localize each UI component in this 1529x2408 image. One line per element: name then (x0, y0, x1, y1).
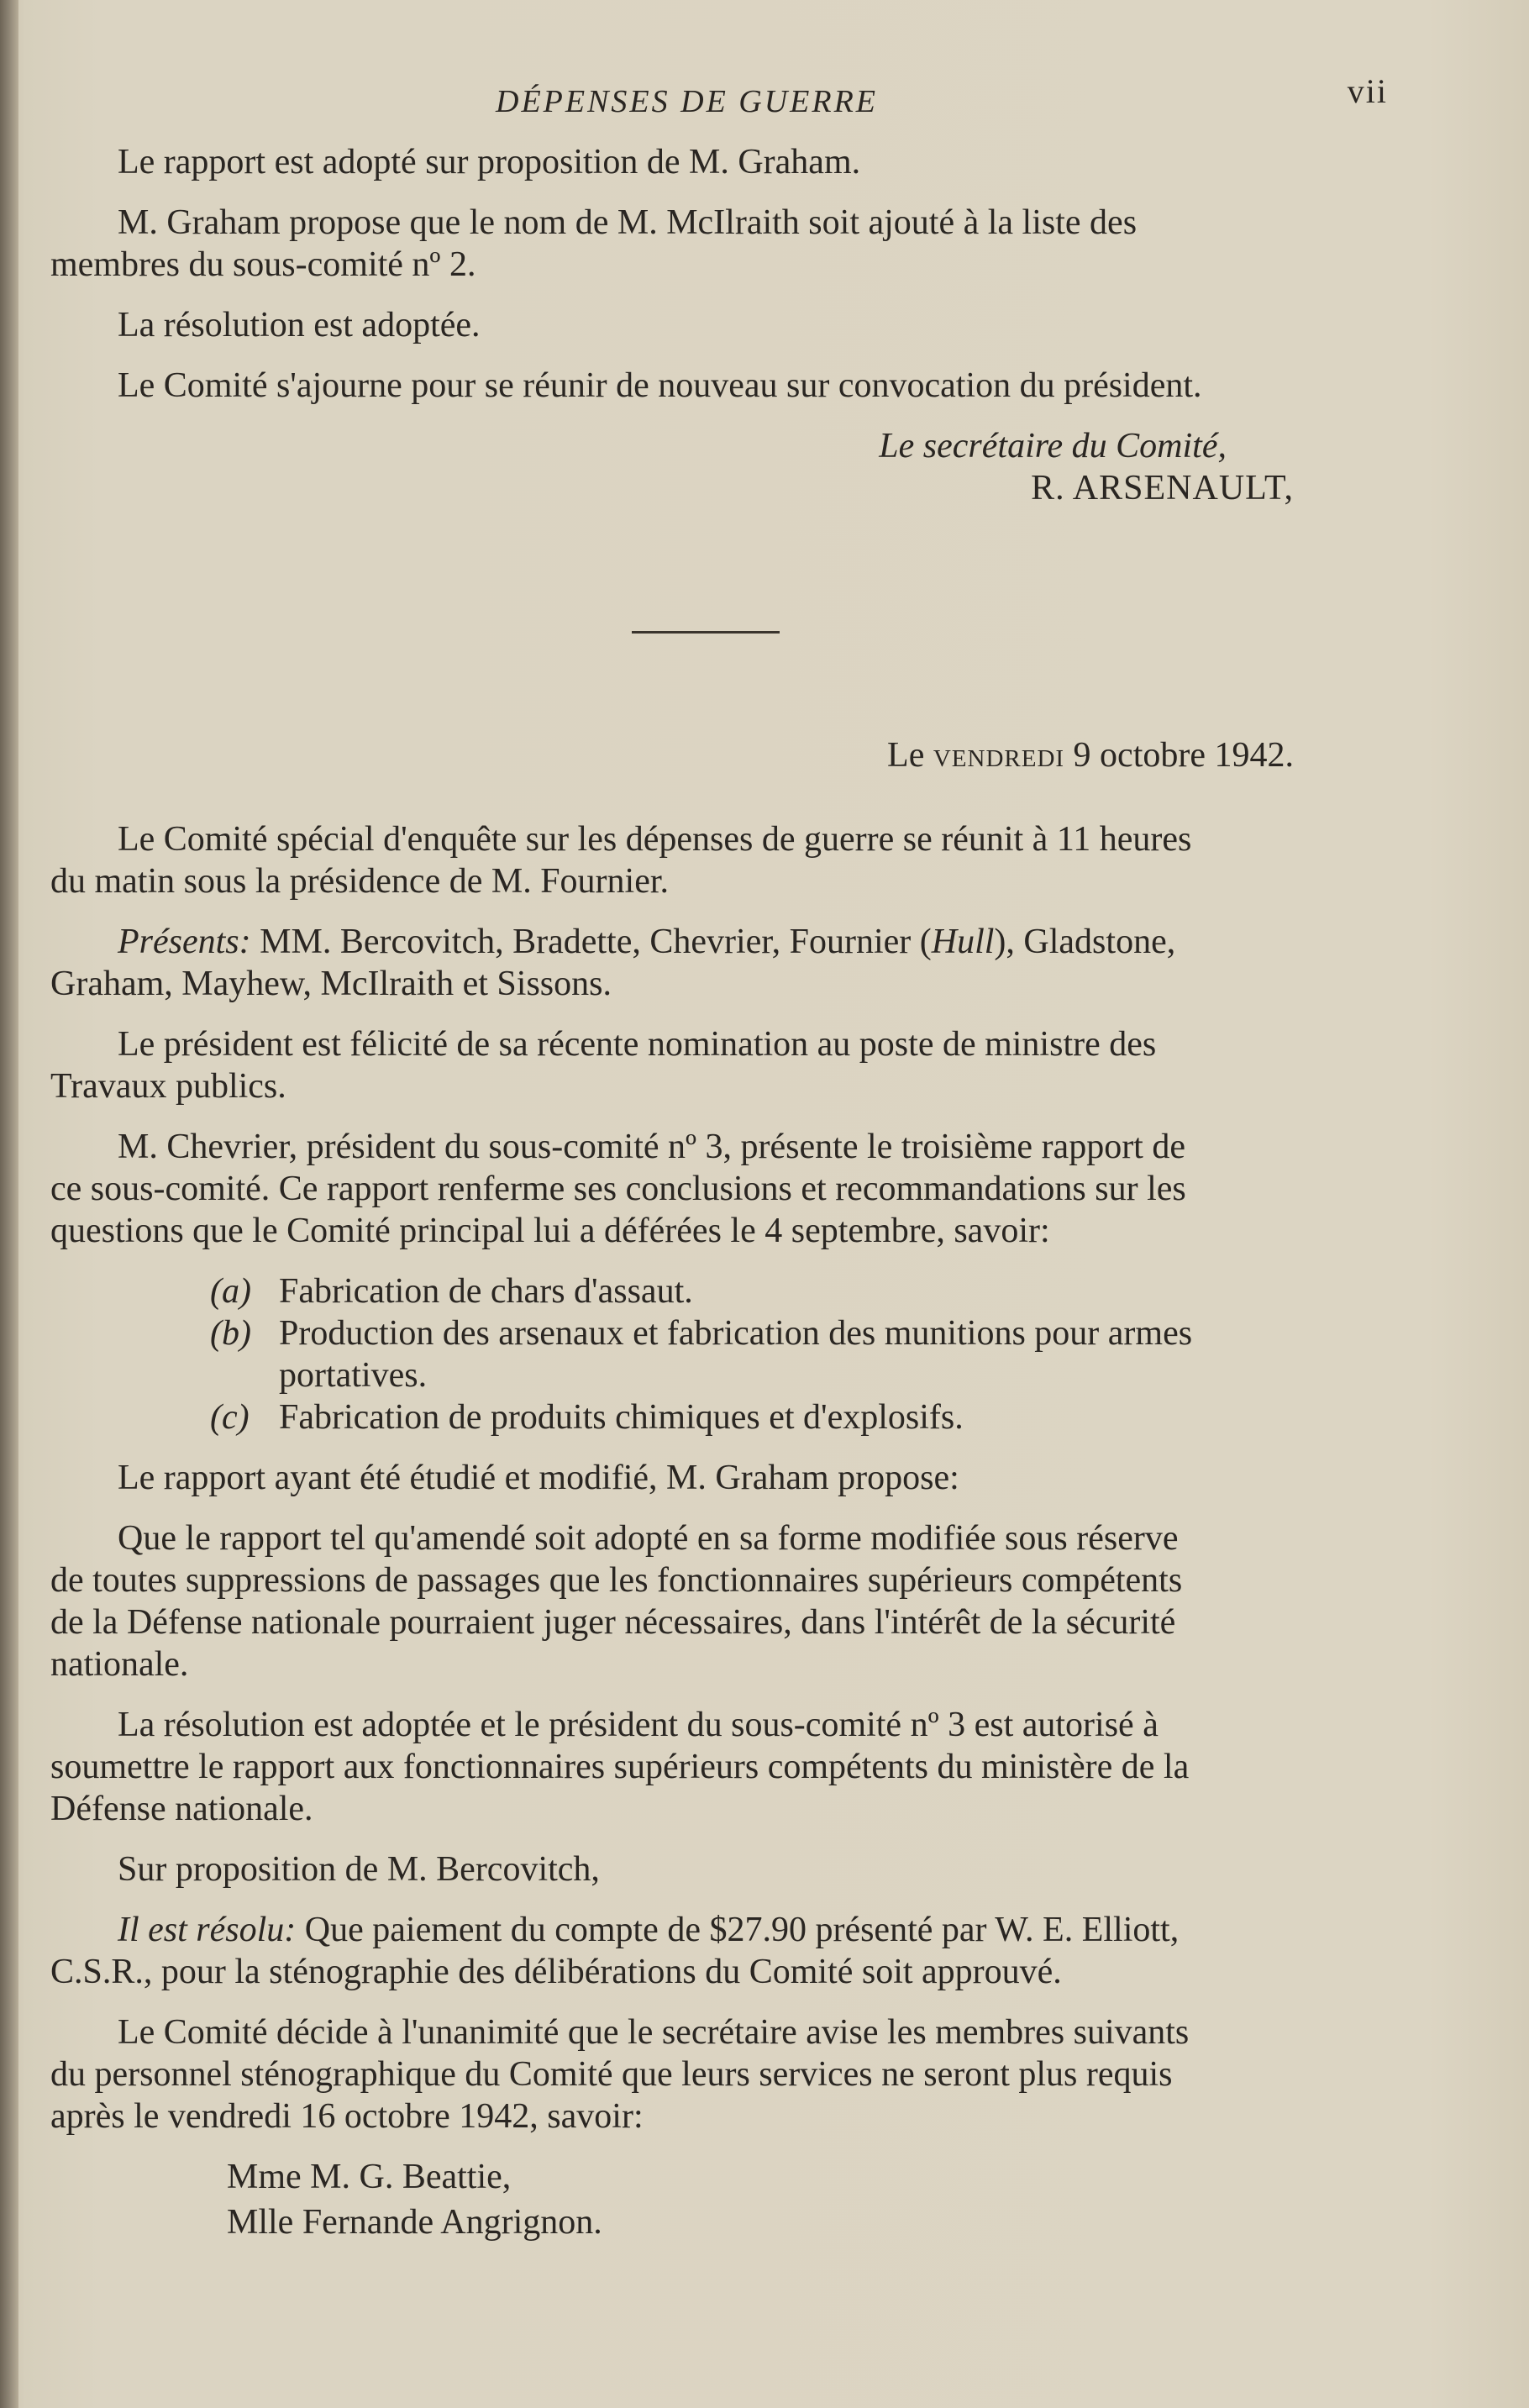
staff-names-list (227, 2156, 1378, 2243)
presents-label: Présents: (118, 923, 251, 961)
presents-text: MM. Bercovitch, Bradette, Chevrier, Fournier ( (250, 923, 932, 961)
meeting-dateline (118, 734, 1294, 776)
section-october-meeting (50, 734, 1378, 2243)
paragraph-line: nationale. (50, 1645, 189, 1684)
paragraph-line (50, 921, 1378, 963)
list-item-text: Fabrication de produits chimiques et d'explosifs. (279, 1398, 964, 1437)
paragraph-line: Le Comité spécial d'enquête sur les dépenses de guerre se réunit à 11 heures (118, 820, 1192, 859)
paragraph-line: Le président est félicité de sa récente nomination au poste de ministre des (118, 1025, 1157, 1064)
paragraph-mcilraith-motion (50, 202, 1378, 286)
paragraph-third-report (50, 1126, 1378, 1252)
paragraph-line: Le Comité décide à l'unanimité que le secrétaire avise les membres suivants (118, 2013, 1190, 2052)
paragraph-line: Travaux publics. (50, 1067, 286, 1106)
paragraph-line: ce sous-comité. Ce rapport renferme ses conclusions et recommandations sur les (50, 1170, 1186, 1208)
paragraph-line: questions que le Comité principal lui a déférées le 4 septembre, savoir: (50, 1212, 1050, 1250)
presents-riding: Hull (931, 923, 995, 961)
list-item-text: Production des arsenaux et fabrication des munitions pour armes portatives. (279, 1314, 1193, 1395)
paragraph-resolution-adopted (118, 304, 1378, 346)
list-item-label: (c) (210, 1398, 250, 1437)
list-item-text: Fabrication de chars d'assaut. (279, 1272, 693, 1311)
signature-name: R. ARSENAULT, (1031, 469, 1294, 507)
resolution-label: Il est résolu: (118, 1911, 297, 1949)
paragraph-line: Défense nationale. (50, 1790, 313, 1828)
staff-name: Mlle Fernande Angrignon. (227, 2203, 602, 2242)
book-spine-edge (0, 0, 18, 2408)
signature-title: Le secrétaire du Comité, (879, 427, 1227, 465)
paragraph-line: Graham, Mayhew, McIlraith et Sissons. (50, 965, 612, 1003)
paragraph-staff-notice (50, 2011, 1378, 2137)
paragraph-adjourn (118, 365, 1378, 407)
list-item (210, 1396, 1378, 1438)
paragraph-line: M. Graham propose que le nom de M. McIlraith soit ajouté à la liste des (118, 203, 1138, 242)
paragraph-bercovitch-motion (118, 1848, 1378, 1890)
list-item (210, 1270, 1378, 1312)
resolution-text: Que paiement du compte de $27.90 présenté par W. E. Elliott, (296, 1911, 1180, 1949)
paragraph-meeting-opened (50, 818, 1378, 902)
paragraph-text: Le rapport est adopté sur proposition de M. Graham. (118, 143, 861, 181)
dateline-prefix: Le (887, 736, 925, 775)
signature-block (118, 425, 1294, 509)
section-divider-rule (632, 631, 780, 634)
paragraph-graham-proposes (118, 1457, 1378, 1499)
paragraph-line (50, 1909, 1378, 1951)
list-item (210, 1312, 1378, 1396)
running-head: DÉPENSES DE GUERRE (496, 84, 879, 119)
presents-text: ), Gladstone, (994, 923, 1176, 961)
paragraph-report-amended (50, 1517, 1378, 1685)
paragraph-line: C.S.R., pour la sténographie des délibérations du Comité soit approuvé. (50, 1953, 1062, 1991)
paragraph-line: La résolution est adoptée et le président du sous-comité nº 3 est autorisé à (118, 1706, 1159, 1744)
paragraph-members-present (50, 921, 1378, 1005)
paragraph-resolution-authorized (50, 1704, 1378, 1830)
dateline-day: vendredi (933, 736, 1065, 775)
list-item-label: (a) (210, 1272, 251, 1311)
paragraph-line: soumettre le rapport aux fonctionnaires supérieurs compétents du ministère de la (50, 1748, 1190, 1786)
report-topics-list (210, 1270, 1378, 1438)
page-content (50, 72, 1388, 2247)
paragraph-line: de toutes suppressions de passages que les fonctionnaires supérieurs compétents (50, 1561, 1183, 1600)
paragraph-line: membres du sous-comité nº 2. (50, 245, 476, 284)
list-item-label: (b) (210, 1314, 251, 1353)
dateline-date: 9 octobre 1942. (1073, 736, 1294, 775)
staff-name: Mme M. G. Beattie, (227, 2158, 512, 2196)
paragraph-line: du matin sous la présidence de M. Fournier. (50, 862, 670, 901)
paragraph-text: La résolution est adoptée. (118, 306, 481, 344)
page-header (118, 72, 1388, 126)
paragraph-congratulations (50, 1023, 1378, 1107)
paragraph-text: Sur proposition de M. Bercovitch, (118, 1850, 600, 1889)
paragraph-line: Que le rapport tel qu'amendé soit adopté en sa forme modifiée sous réserve (118, 1519, 1179, 1558)
paragraph-report-adopted (118, 141, 1378, 183)
paragraph-line: de la Défense nationale pourraient juger nécessaires, dans l'intérêt de la sécurité (50, 1603, 1176, 1642)
paragraph-text: Le rapport ayant été étudié et modifié, M. Graham propose: (118, 1459, 959, 1497)
paragraph-line: M. Chevrier, président du sous-comité nº 3, présente le troisième rapport de (118, 1128, 1185, 1166)
section-committee-adjourn (50, 141, 1378, 509)
paragraph-text: Le Comité s'ajourne pour se réunir de nouveau sur convocation du président. (118, 366, 1202, 405)
page-number: vii (1347, 72, 1388, 110)
paragraph-line: après le vendredi 16 octobre 1942, savoir: (50, 2097, 644, 2136)
paragraph-line: du personnel sténographique du Comité que leurs services ne seront plus requis (50, 2055, 1173, 2094)
paragraph-payment-resolved (50, 1909, 1378, 1993)
